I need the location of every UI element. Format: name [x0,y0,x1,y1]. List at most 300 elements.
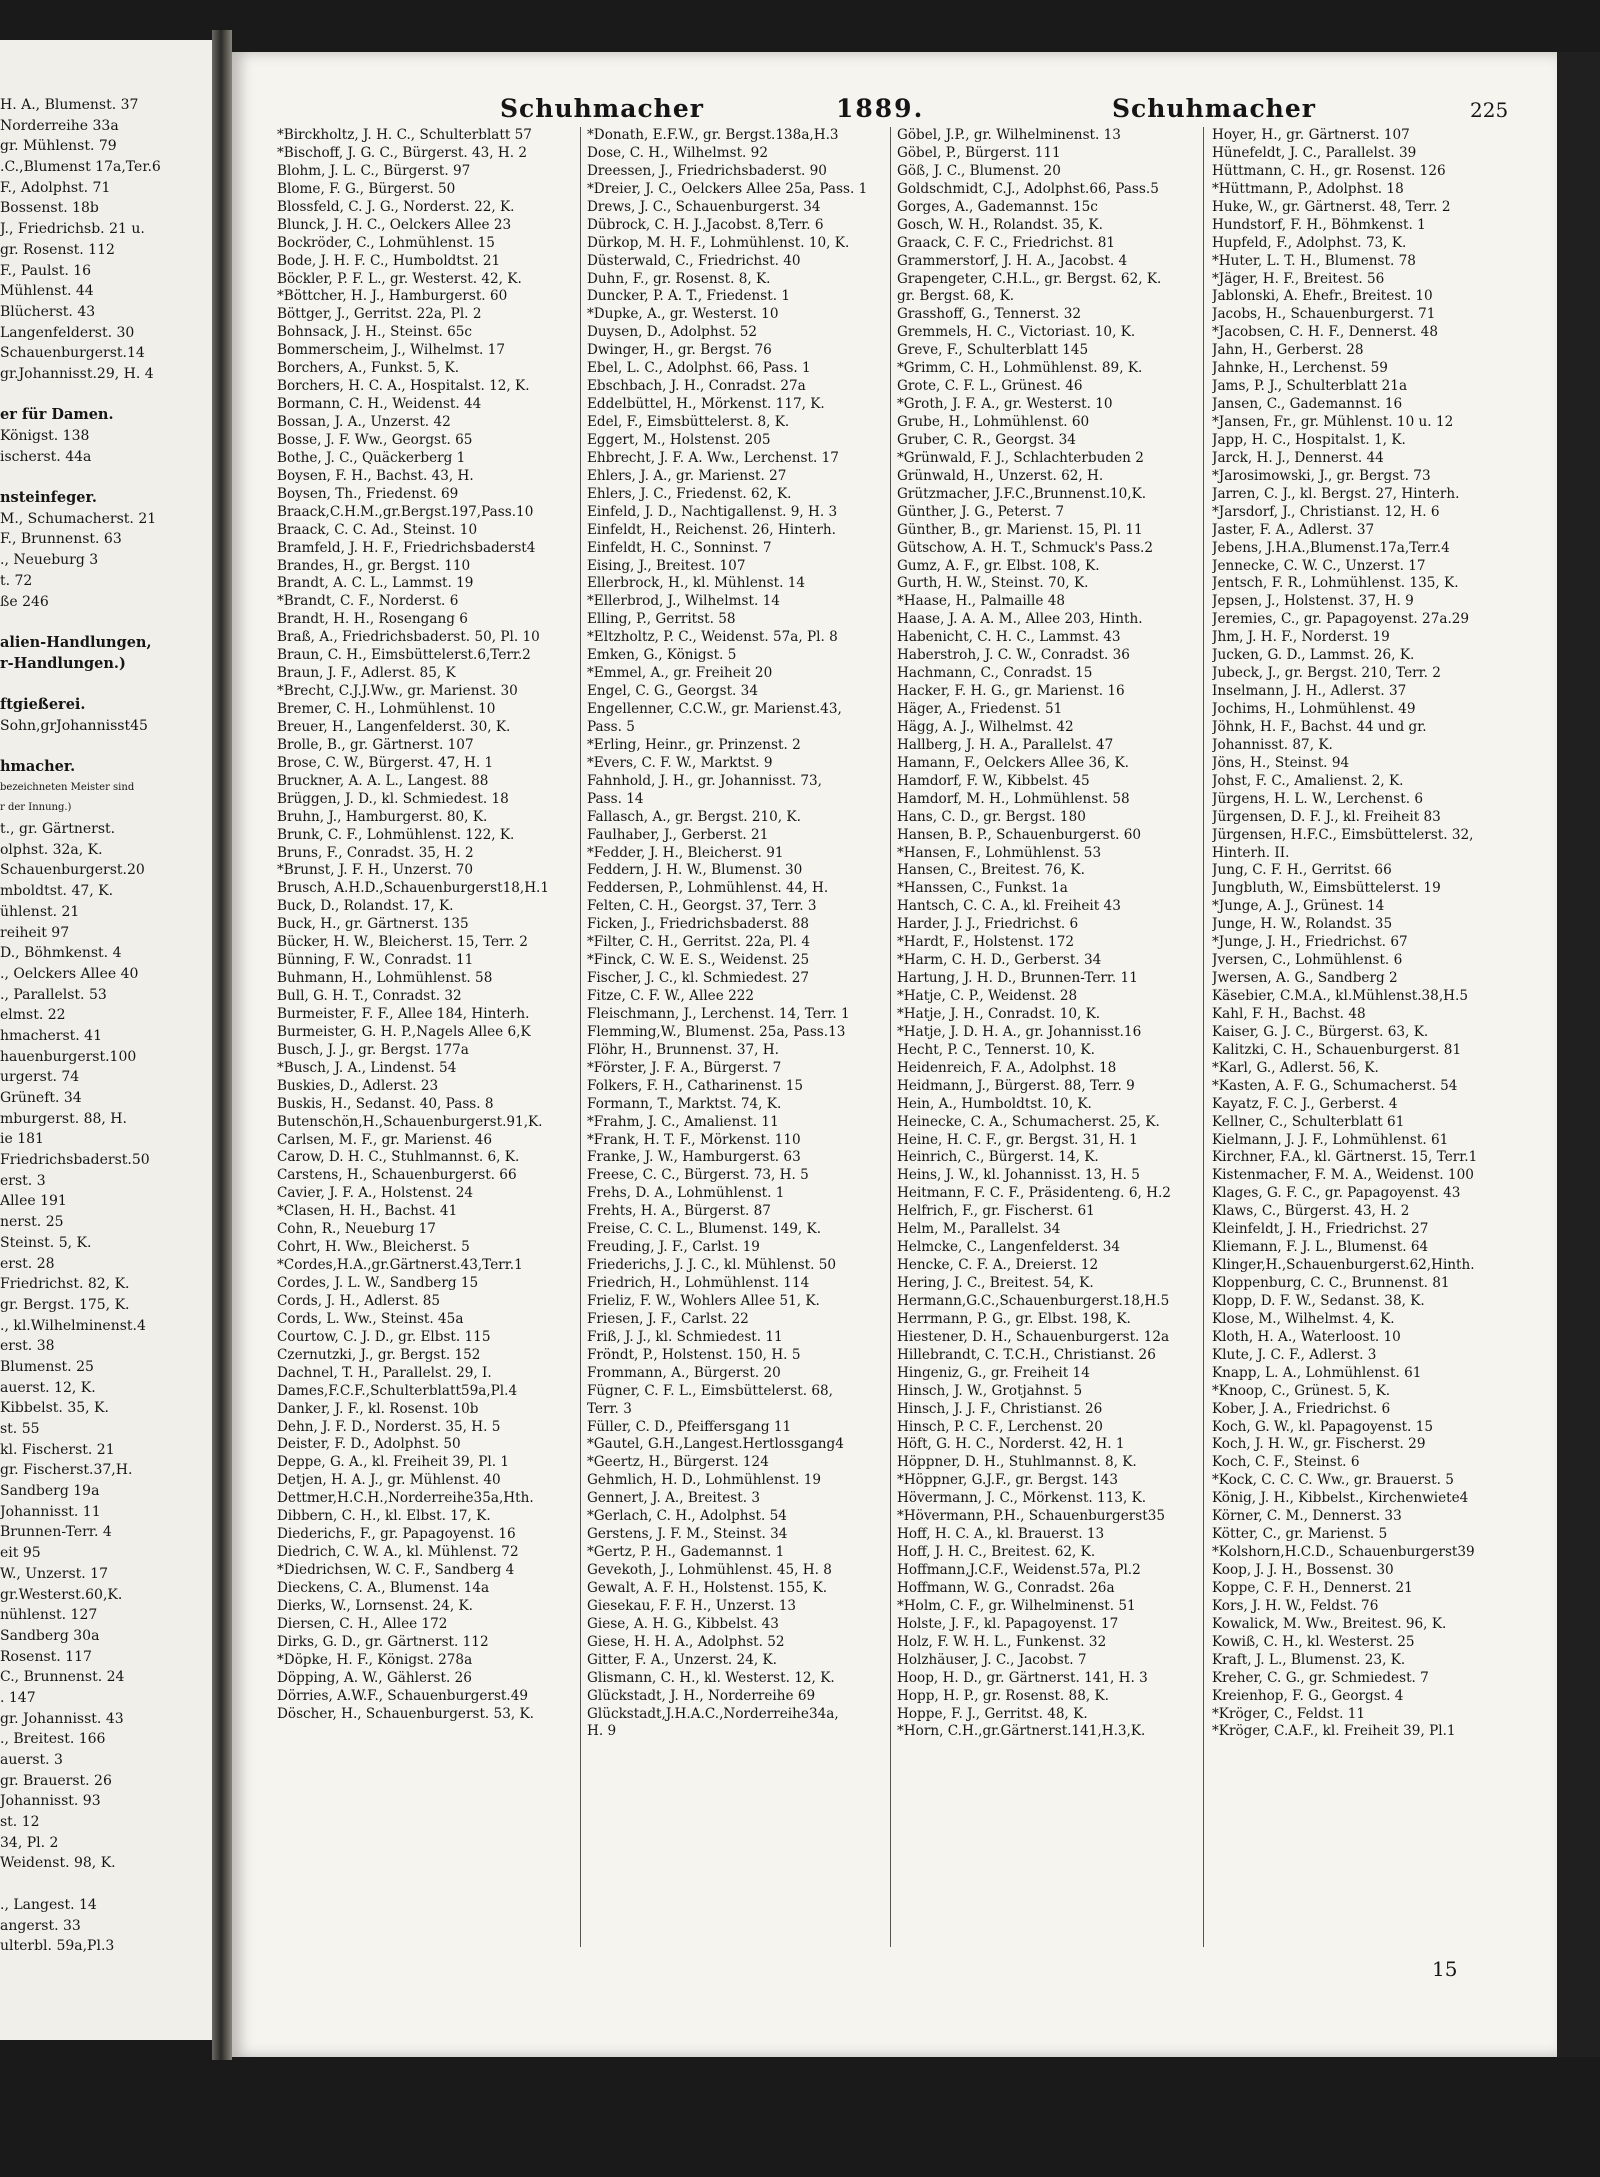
directory-entry: Feddersen, P., Lohmühlenst. 44, H. [587,880,829,897]
directory-entry: *Filter, C. H., Gerritst. 22a, Pl. 4 [587,934,811,951]
directory-entry: Brolle, B., gr. Gärtnerst. 107 [277,736,474,753]
directory-entry: Borchers, H. C. A., Hospitalst. 12, K. [277,378,530,395]
directory-entry: Jürgensen, D. F. J., kl. Freiheit 83 [1212,808,1441,825]
directory-entry: *Horn, C.H.,gr.Gärtnerst.141,H.3,K. [897,1723,1146,1740]
directory-entry: Diedrich, C. W. A., kl. Mühlenst. 72 [277,1544,519,1561]
directory-entry: Blunck, J. H. C., Oelckers Allee 23 [277,216,512,233]
left-page-line: J., Friedrichsb. 21 u. [0,221,145,238]
page-edge-shadow [1557,52,1600,2057]
directory-entry: Dettmer,H.C.H.,Norderreihe35a,Hth. [277,1490,534,1507]
directory-entry: Koppe, C. F. H., Dennerst. 21 [1212,1579,1413,1596]
left-page-line: angerst. 33 [0,1917,81,1934]
directory-entry: *Dupke, A., gr. Westerst. 10 [587,306,779,323]
directory-entry: Eggert, M., Holstenst. 205 [587,431,771,448]
directory-entry: Koch, G. W., kl. Papagoyenst. 15 [1212,1418,1433,1435]
left-page-line: erst. 28 [0,1255,55,1272]
directory-entry: Gorges, A., Gademannst. 15c [897,198,1098,215]
directory-entry: *Groth, J. F. A., gr. Westerst. 10 [897,396,1113,413]
directory-entry: *Harm, C. H. D., Gerberst. 34 [897,952,1102,969]
directory-entry: Dose, C. H., Wilhelmst. 92 [587,144,768,161]
left-page-line: Brunnen-Terr. 4 [0,1524,112,1541]
directory-entry: Grapengeter, C.H.L., gr. Bergst. 62, K. [897,270,1162,287]
left-page-line: erst. 3 [0,1172,46,1189]
left-page-line: gr. Fischerst.37,H. [0,1462,133,1479]
directory-entry: Glismann, C. H., kl. Westerst. 12, K. [587,1669,835,1686]
directory-entry: Herrmann, P. G., gr. Elbst. 198, K. [897,1310,1131,1327]
directory-entry: Drews, J. C., Schauenburgerst. 34 [587,198,821,215]
left-page-line: Sandberg 30a [0,1627,100,1644]
left-page-line: urgerst. 74 [0,1069,80,1086]
directory-entry: Brandt, H. H., Rosengang 6 [277,611,468,628]
directory-entry: Koch, J. H. W., gr. Fischerst. 29 [1212,1436,1426,1453]
directory-entry: Grützmacher, J.F.C.,Brunnenst.10,K. [897,485,1147,502]
left-page-line: er für Damen. [0,406,114,424]
left-page-line: Sandberg 19a [0,1483,100,1500]
directory-entry: Jahn, H., Gerberst. 28 [1212,342,1364,359]
book-gutter [212,30,232,2060]
directory-entry: Häger, A., Friedenst. 51 [897,701,1063,717]
directory-entry: Kreher, C. G., gr. Schmiedest. 7 [1212,1669,1429,1686]
directory-entry: Burmeister, G. H. P.,Nagels Allee 6,K [277,1023,531,1040]
directory-entry: Heinecke, C. A., Schumacherst. 25, K. [897,1113,1160,1130]
left-page-line [0,612,212,633]
left-page-line: olphst. 32a, K. [0,841,103,858]
left-page-line: H. A., Blumenst. 37 [0,97,139,113]
directory-entry: Fitze, C. F. W., Allee 222 [587,988,755,1004]
directory-entry: Friedrich, H., Lohmühlenst. 114 [587,1275,810,1291]
left-page-line: D., Böhmkenst. 4 [0,945,122,962]
directory-entry: Blome, F. G., Bürgerst. 50 [277,180,456,197]
directory-entry: *Haase, H., Palmaille 48 [897,593,1066,610]
directory-entry: Holz, F. W. H. L., Funkenst. 32 [897,1633,1107,1650]
left-page-line: Johannisst. 93 [0,1793,101,1810]
left-page-line: mburgerst. 88, H. [0,1110,127,1127]
left-page-line: kl. Fischerst. 21 [0,1441,115,1458]
directory-entry: *Jarsdorf, J., Christianst. 12, H. 6 [1212,503,1440,520]
left-page-line: gr. Mühlenst. 79 [0,138,117,155]
directory-entry: Hiestener, D. H., Schauenburgerst. 12a [897,1328,1170,1345]
directory-entry: Grote, C. F. L., Grünest. 46 [897,378,1083,395]
left-page-line: ., kl.Wilhelminenst.4 [0,1317,146,1334]
left-page-line: Allee 191 [0,1193,67,1210]
directory-entry: Jarren, C. J., kl. Bergst. 27, Hinterh. [1212,485,1460,502]
directory-entry: Feddern, J. H. W., Blumenst. 30 [587,862,803,879]
directory-entry: *Eltzholtz, P. C., Weidenst. 57a, Pl. 8 [587,629,838,646]
directory-entry: *Brecht, C.J.J.Ww., gr. Marienst. 30 [277,683,518,700]
left-page-line: ühlenst. 21 [0,903,80,920]
directory-entry: Hinsch, P. C. F., Lerchenst. 20 [897,1418,1103,1435]
directory-entry: Dübrock, C. H. J.,Jacobst. 8,Terr. 6 [587,216,824,233]
directory-entry: Johannisst. 87, K. [1212,736,1333,753]
directory-entry: Bockröder, C., Lohmühlenst. 15 [277,234,495,251]
directory-entry: *Clasen, H. H., Bachst. 41 [277,1203,458,1220]
directory-entry: *Knoop, C., Grünest. 5, K. [1212,1382,1391,1399]
directory-entry: Hopp, H. P., gr. Rosenst. 88, K. [897,1687,1109,1704]
directory-entry: Klute, J. C. F., Adlerst. 3 [1212,1346,1377,1363]
left-page-line: ulterbl. 59a,Pl.3 [0,1938,115,1955]
left-page-line: gr. Rosenst. 112 [0,241,115,258]
left-page-line: Bossenst. 18b [0,200,99,217]
left-page-line: elmst. 22 [0,1007,66,1024]
directory-entry: Körner, C. M., Dennerst. 33 [1212,1508,1402,1525]
directory-entry: Cordes, J. L. W., Sandberg 15 [277,1275,479,1291]
directory-entry: Flöhr, H., Brunnenst. 37, H. [587,1041,779,1058]
directory-entry: Hamann, F., Oelckers Allee 36, K. [897,754,1129,771]
directory-entry: Knapp, L. A., Lohmühlenst. 61 [1212,1364,1422,1381]
directory-entry: Kellner, C., Schulterblatt 61 [1212,1113,1405,1130]
left-page-line: ftgießerei. [0,695,86,713]
directory-entry: *Hatje, J. H., Conradst. 10, K. [897,1005,1101,1022]
directory-entry: Duncker, P. A. T., Friedenst. 1 [587,288,791,305]
left-page-line: t. 72 [0,572,33,589]
left-page-line [0,674,212,695]
directory-entry: *Brunst, J. F. H., Unzerst. 70 [277,862,473,879]
left-page-line: 34, Pl. 2 [0,1834,59,1851]
left-page-line: eit 95 [0,1545,41,1562]
directory-entry: Hüttmann, C. H., gr. Rosenst. 126 [1212,162,1446,179]
directory-entry: Freese, C. C., Bürgerst. 73, H. 5 [587,1167,809,1184]
directory-entry: Braack,C.H.M.,gr.Bergst.197,Pass.10 [277,503,534,520]
directory-entry: Braun, J. F., Adlerst. 85, K [277,665,456,682]
directory-entry: Burmeister, F. F., Allee 184, Hinterh. [277,1005,530,1022]
directory-entry: Kloth, H. A., Waterloost. 10 [1212,1328,1401,1345]
directory-entry: Glückstadt, J. H., Norderreihe 69 [587,1687,816,1704]
directory-entry: Emken, G., Königst. 5 [587,647,737,664]
directory-entry: Bormann, C. H., Weidenst. 44 [277,396,482,413]
directory-entry: Böckler, P. F. L., gr. Westerst. 42, K. [277,270,522,287]
directory-entry: Hallberg, J. H. A., Parallelst. 47 [897,736,1114,753]
left-page-line: W., Unzerst. 17 [0,1565,108,1582]
directory-entry: *Kröger, C.A.F., kl. Freiheit 39, Pl.1 [1212,1723,1456,1740]
directory-entry: *Höppner, G.J.F., gr. Bergst. 143 [897,1472,1118,1489]
directory-entry: Bommerscheim, J., Wilhelmst. 17 [277,342,505,359]
directory-entry: Grammerstorf, J. H. A., Jacobst. 4 [897,252,1128,269]
directory-entry: Fröndt, P., Holstenst. 150, H. 5 [587,1346,801,1363]
directory-entry: Kaiser, G. J. C., Bürgerst. 63, K. [1212,1023,1429,1040]
directory-entry: Dames,F.C.F.,Schulterblatt59a,Pl.4 [277,1382,518,1399]
directory-entry: *Hatje, J. D. H. A., gr. Johannisst.16 [897,1023,1142,1040]
directory-entry: Folkers, F. H., Catharinenst. 15 [587,1077,803,1094]
directory-entry: Ellerbrock, H., kl. Mühlenst. 14 [587,575,806,592]
directory-entry: Hövermann, J. C., Mörkenst. 113, K. [897,1490,1147,1507]
directory-entry: *Grimm, C. H., Lohmühlenst. 89, K. [897,360,1143,377]
directory-entry: Kistenmacher, F. M. A., Weidenst. 100 [1212,1167,1474,1184]
directory-entry: Heidmann, J., Bürgerst. 88, Terr. 9 [897,1077,1135,1094]
left-page-line: Königst. 138 [0,428,90,444]
directory-entry: Helfrich, F., gr. Fischerst. 61 [897,1203,1095,1220]
directory-entry: *Junge, A. J., Grünest. 14 [1212,898,1385,915]
directory-entry: Bode, J. H. F. C., Humboldtst. 21 [277,252,501,269]
directory-entry: Formann, T., Marktst. 74, K. [587,1095,782,1112]
directory-entry: Franke, J. W., Hamburgerst. 63 [587,1149,801,1166]
directory-entry: Brose, C. W., Bürgerst. 47, H. 1 [277,754,494,771]
directory-entry: *Jäger, H. F., Breitest. 56 [1212,270,1385,287]
directory-entry: Junge, H. W., Rolandst. 35 [1212,916,1393,933]
directory-entry: Breuer, H., Langenfelderst. 30, K. [277,718,511,735]
directory-entry: Hansen, C., Breitest. 76, K. [897,862,1085,879]
directory-entry: Kraft, J. L., Blumenst. 23, K. [1212,1651,1406,1668]
directory-entry: Dierks, W., Lornsenst. 24, K. [277,1597,473,1614]
directory-entry: Goldschmidt, C.J., Adolphst.66, Pass.5 [897,180,1159,197]
directory-entry: Flemming,W., Blumenst. 25a, Pass.13 [587,1023,846,1040]
directory-entry: Holzhäuser, J. C., Jacobst. 7 [897,1651,1087,1668]
directory-entry: Cavier, J. F. A., Holstenst. 24 [277,1185,473,1202]
directory-entry: Gitter, F. A., Unzerst. 24, K. [587,1651,777,1668]
directory-entry: Bull, G. H. T., Conradst. 32 [277,988,462,1004]
directory-entry: Friß, J. J., kl. Schmiedest. 11 [587,1328,783,1345]
directory-entry: Helmcke, C., Langenfelderst. 34 [897,1239,1120,1256]
running-header [232,94,1557,124]
directory-entry: Johst, F. C., Amalienst. 2, K. [1212,772,1404,789]
left-page-line: Friedrichst. 82, K. [0,1276,130,1293]
directory-entry: Czernutzki, J., gr. Bergst. 152 [277,1346,481,1363]
directory-entry: Einfeldt, H. C., Sonninst. 7 [587,539,772,556]
directory-entry: Graack, C. F. C., Friedrichst. 81 [897,234,1116,251]
left-page-line: Mühlenst. 44 [0,283,94,300]
directory-entry: *Kröger, C., Feldst. 11 [1212,1705,1366,1722]
directory-entry: Holste, J. F., kl. Papagoyenst. 17 [897,1615,1119,1632]
directory-entry: *Hatje, C. P., Weidenst. 28 [897,988,1078,1004]
directory-entry: Günther, B., gr. Marienst. 15, Pl. 11 [897,521,1143,538]
directory-entry: Bosse, J. F. Ww., Georgst. 65 [277,431,473,448]
directory-entry: *Junge, J. H., Friedrichst. 67 [1212,934,1408,951]
directory-entry: Hering, J. C., Breitest. 54, K. [897,1275,1094,1291]
header-left-title: Schuhmacher [500,94,704,123]
left-page-line: hmacher. [0,758,76,775]
directory-entry: *Emmel, A., gr. Freiheit 20 [587,665,773,682]
left-page-line: F., Adolphst. 71 [0,179,111,196]
directory-entry: Felten, C. H., Georgst. 37, Terr. 3 [587,898,817,915]
directory-entry: Hinsch, J. J. F., Christianst. 26 [897,1400,1103,1417]
left-page-line: Friedrichsbaderst.50 [0,1152,150,1169]
directory-entry: *Birckholtz, J. H. C., Schulterblatt 57 [277,127,532,143]
directory-entry: Heine, H. C. F., gr. Bergst. 31, H. 1 [897,1131,1138,1148]
directory-entry: H. 9 [587,1723,617,1740]
directory-entry: Jürgensen, H.F.C., Eimsbüttelerst. 32, [1212,826,1474,843]
directory-entry: Böttger, J., Gerritst. 22a, Pl. 2 [277,306,482,323]
directory-entry: Kober, J. A., Friedrichst. 6 [1212,1400,1391,1417]
directory-entry: Haase, J. A. A. M., Allee 203, Hinth. [897,611,1143,628]
left-page-line: nsteinfeger. [0,489,97,507]
left-page-line: ., Oelckers Allee 40 [0,965,139,982]
directory-entry: Boysen, F. H., Bachst. 43, H. [277,467,474,484]
directory-entry: Gevekoth, J., Lohmühlenst. 45, H. 8 [587,1562,832,1578]
left-page-line: auerst. 12, K. [0,1379,96,1396]
directory-entry: Freise, C. C. L., Blumenst. 149, K. [587,1221,822,1238]
directory-entry: Jhm, J. H. F., Norderst. 19 [1212,629,1390,646]
directory-entry: Gennert, J. A., Breitest. 3 [587,1490,760,1507]
left-page-line: Schauenburgerst.14 [0,345,145,362]
directory-entry: Greve, F., Schulterblatt 145 [897,342,1089,359]
directory-entry: Jarck, H. J., Dennerst. 44 [1212,449,1384,466]
directory-entry: Borchers, A., Funkst. 5, K. [277,360,460,377]
directory-entry: Dürkop, M. H. F., Lohmühlenst. 10, K. [587,234,850,251]
directory-entry: *Cordes,H.A.,gr.Gärtnerst.43,Terr.1 [277,1257,523,1274]
directory-entry: Giese, H. H. A., Adolphst. 52 [587,1633,785,1650]
directory-entry: Buck, H., gr. Gärtnerst. 135 [277,916,469,933]
left-page-line: M., Schumacherst. 21 [0,510,157,527]
directory-entry: Hencke, C. F. A., Dreierst. 12 [897,1257,1099,1274]
directory-entry: Brandt, A. C. L., Lammst. 19 [277,575,474,592]
directory-entry: *Karl, G., Adlerst. 56, K. [1212,1059,1379,1076]
directory-entry: Jacobs, H., Schauenburgerst. 71 [1212,306,1436,323]
left-page-line: auerst. 3 [0,1752,63,1768]
directory-entry: Hacker, F. H. G., gr. Marienst. 16 [897,683,1125,700]
directory-entry: *Busch, J. A., Lindenst. 54 [277,1059,457,1076]
directory-entry: Hermann,G.C.,Schauenburgerst.18,H.5 [897,1292,1170,1309]
left-page-line: Johannisst. 11 [0,1503,101,1520]
directory-entry: Kayatz, F. C. J., Gerberst. 4 [1212,1095,1398,1112]
left-page-line: ., Neueburg 3 [0,552,99,569]
directory-entry: Heitmann, F. C. F., Präsidenteng. 6, H.2 [897,1185,1171,1202]
directory-entry: *Kock, C. C. C. Ww., gr. Brauerst. 5 [1212,1472,1454,1489]
column-3 [897,127,1197,1741]
directory-entry: Kalitzki, C. H., Schauenburgerst. 81 [1212,1041,1462,1058]
directory-entry: Bramfeld, J. H. F., Friedrichsbaderst4 [277,539,536,556]
directory-entry: Haberstroh, J. C. W., Conradst. 36 [897,647,1130,664]
directory-entry: Carlsen, M. F., gr. Marienst. 46 [277,1131,493,1148]
directory-entry: Fallasch, A., gr. Bergst. 210, K. [587,808,801,825]
directory-entry: Jversen, C., Lohmühlenst. 6 [1212,952,1403,969]
directory-entry: Brandes, H., gr. Bergst. 110 [277,557,471,574]
directory-entry: Jwersen, A. G., Sandberg 2 [1212,970,1398,987]
left-page-column [0,95,212,1957]
directory-entry: Diersen, C. H., Allee 172 [277,1615,448,1632]
directory-entry: Hoop, H. D., gr. Gärtnerst. 141, H. 3 [897,1669,1148,1686]
column-2 [587,127,887,1741]
header-right-title: Schuhmacher [1112,94,1316,123]
directory-entry: Duhn, F., gr. Rosenst. 8, K. [587,270,771,287]
directory-entry: Döscher, H., Schauenburgerst. 53, K. [277,1705,534,1722]
left-page-line: F., Paulst. 16 [0,262,92,279]
directory-entry: Eddelbüttel, H., Mörkenst. 117, K. [587,396,825,413]
directory-entry: Jaster, F. A., Adlerst. 37 [1212,521,1375,538]
directory-entry: Boysen, Th., Friedenst. 69 [277,485,459,502]
directory-entry: Kirchner, F.A., kl. Gärtnerst. 15, Terr.1 [1212,1149,1478,1166]
directory-entry: *Frank, H. T. F., Mörkenst. 110 [587,1131,801,1148]
directory-entry: gr. Bergst. 68, K. [897,288,1015,305]
directory-entry: Jürgens, H. L. W., Lerchenst. 6 [1212,790,1424,807]
directory-entry: Gurth, H. W., Steinst. 70, K. [897,575,1089,592]
directory-entry: *Donath, E.F.W., gr. Bergst.138a,H.3 [587,127,839,143]
left-page-line: hauenburgerst.100 [0,1048,137,1065]
left-page-line: .C.,Blumenst 17a,Ter.6 [0,159,161,176]
directory-entry: Engellenner, C.C.W., gr. Marienst.43, [587,701,842,717]
directory-entry: Giesekau, F. F. H., Unzerst. 13 [587,1597,797,1614]
directory-entry: Hinsch, J. W., Grotjahnst. 5 [897,1382,1083,1399]
directory-entry: Jöns, H., Steinst. 94 [1212,754,1350,771]
directory-entry: Edel, F., Eimsbüttelerst. 8, K. [587,414,790,430]
directory-entry: Grünwald, H., Unzerst. 62, H. [897,467,1104,484]
directory-entry: *Jarosimowski, J., gr. Bergst. 73 [1212,467,1431,484]
left-page-line: Steinst. 5, K. [0,1234,92,1251]
directory-entry: Habenicht, C. H. C., Lammst. 43 [897,629,1121,646]
directory-entry: Faulhaber, J., Gerberst. 21 [587,826,769,843]
directory-entry: Jentsch, F. R., Lohmühlenst. 135, K. [1212,575,1459,592]
directory-entry: Klopp, D. F. W., Sedanst. 38, K. [1212,1292,1425,1309]
directory-entry: Elling, P., Gerritst. 58 [587,611,736,628]
directory-entry: Bossan, J. A., Unzerst. 42 [277,414,451,430]
directory-entry: Cohrt, H. Ww., Bleicherst. 5 [277,1239,470,1256]
directory-entry: Jepsen, J., Holstenst. 37, H. 9 [1212,593,1414,610]
directory-entry: *Förster, J. F. A., Bürgerst. 7 [587,1059,782,1076]
directory-entry: Deppe, G. A., kl. Freiheit 39, Pl. 1 [277,1454,510,1471]
directory-entry: Jennecke, C. W. C., Unzerst. 17 [1212,557,1426,574]
directory-entry: *Grünwald, F. J., Schlachterbuden 2 [897,449,1144,466]
directory-entry: Hoff, J. H. C., Breitest. 62, K. [897,1544,1096,1561]
directory-entry: Diederichs, F., gr. Papagoyenst. 16 [277,1526,516,1543]
directory-entry: Hansen, B. P., Schauenburgerst. 60 [897,826,1142,843]
directory-entry: Buskies, D., Adlerst. 23 [277,1077,439,1094]
directory-entry: Hinterh. II. [1212,844,1290,861]
left-page-line: nerst. 25 [0,1214,64,1231]
directory-entry: Harder, J. J., Friedrichst. 6 [897,916,1079,933]
directory-entry: Jung, C. F. H., Gerritst. 66 [1212,862,1392,879]
directory-entry: Klinger,H.,Schauenburgerst.62,Hinth. [1212,1257,1475,1274]
directory-entry: Friederichs, J. J. C., kl. Mühlenst. 50 [587,1257,837,1274]
directory-entry: *Holm, C. F., gr. Wilhelminenst. 51 [897,1597,1136,1614]
directory-entry: *Finck, C. W. E. S., Weidenst. 25 [587,952,810,969]
left-page-line: mboldtst. 47, K. [0,883,114,900]
directory-entry: *Geertz, H., Bürgerst. 124 [587,1454,769,1471]
directory-entry: Kleinfeldt, J. H., Friedrichst. 27 [1212,1221,1429,1238]
directory-entry: Japp, H. C., Hospitalst. 1, K. [1212,431,1406,448]
left-page-line: gr.Westerst.60,K. [0,1586,123,1603]
directory-entry: Hecht, P. C., Tennerst. 10, K. [897,1041,1095,1058]
left-page-line: r der Innung.) [0,802,72,814]
directory-entry: Hans, C. D., gr. Bergst. 180 [897,808,1086,825]
directory-entry: Frieliz, F. W., Wohlers Allee 51, K. [587,1292,820,1309]
directory-entry: Grube, H., Lohmühlenst. 60 [897,414,1090,430]
left-page-line: gr. Johannisst. 43 [0,1710,124,1727]
directory-entry: Günther, J. G., Peterst. 7 [897,503,1064,520]
directory-entry: Dörries, A.W.F., Schauenburgerst.49 [277,1687,529,1704]
directory-entry: Kreienhop, F. G., Georgst. 4 [1212,1687,1404,1704]
directory-entry: Ehlers, J. A., gr. Marienst. 27 [587,467,787,484]
left-page-line: erst. 38 [0,1338,55,1355]
directory-entry: *Brandt, C. F., Norderst. 6 [277,593,459,610]
directory-entry: Detjen, H. A. J., gr. Mühlenst. 40 [277,1472,501,1489]
left-page-line: ., Parallelst. 53 [0,986,107,1003]
directory-entry: Inselmann, J. H., Adlerst. 37 [1212,683,1407,700]
column-divider [890,127,891,1947]
directory-entry: *Huter, L. T. H., Blumenst. 78 [1212,252,1416,269]
left-page-line: bezeichneten Meister sind [0,781,135,793]
directory-entry: Hachmann, C., Conradst. 15 [897,665,1093,682]
left-page-line [0,385,212,406]
directory-entry: Engel, C. G., Georgst. 34 [587,683,758,700]
directory-entry: Buskis, H., Sedanst. 40, Pass. 8 [277,1095,494,1112]
directory-entry: Ficken, J., Friedrichsbaderst. 88 [587,916,810,933]
left-page-line: Norderreihe 33a [0,117,119,134]
directory-entry: Kliemann, F. J. L., Blumenst. 64 [1212,1239,1429,1256]
directory-entry: Braß, A., Friedrichsbaderst. 50, Pl. 10 [277,629,540,646]
directory-entry: Cords, J. H., Adlerst. 85 [277,1292,441,1309]
directory-entry: Jubeck, J., gr. Bergst. 210, Terr. 2 [1212,665,1441,682]
directory-entry: Braack, C. C. Ad., Steinst. 10 [277,521,478,538]
left-page-line: st. 12 [0,1814,40,1831]
directory-entry: Carow, D. H. C., Stuhlmannst. 6, K. [277,1149,520,1166]
directory-entry: Göbel, P., Bürgerst. 111 [897,144,1061,161]
directory-entry: Hamdorf, F. W., Kibbelst. 45 [897,772,1090,789]
left-page-line: Rosenst. 117 [0,1648,92,1665]
left-page-line: gr. Bergst. 175, K. [0,1296,130,1313]
directory-entry: *Hövermann, P.H., Schauenburgerst35 [897,1508,1166,1525]
directory-entry: Pass. 5 [587,718,635,735]
directory-entry: Klose, M., Wilhelmst. 4, K. [1212,1310,1395,1327]
directory-entry: Kowalick, M. Ww., Breitest. 96, K. [1212,1615,1447,1632]
directory-entry: Jablonski, A. Ehefr., Breitest. 10 [1212,288,1433,305]
